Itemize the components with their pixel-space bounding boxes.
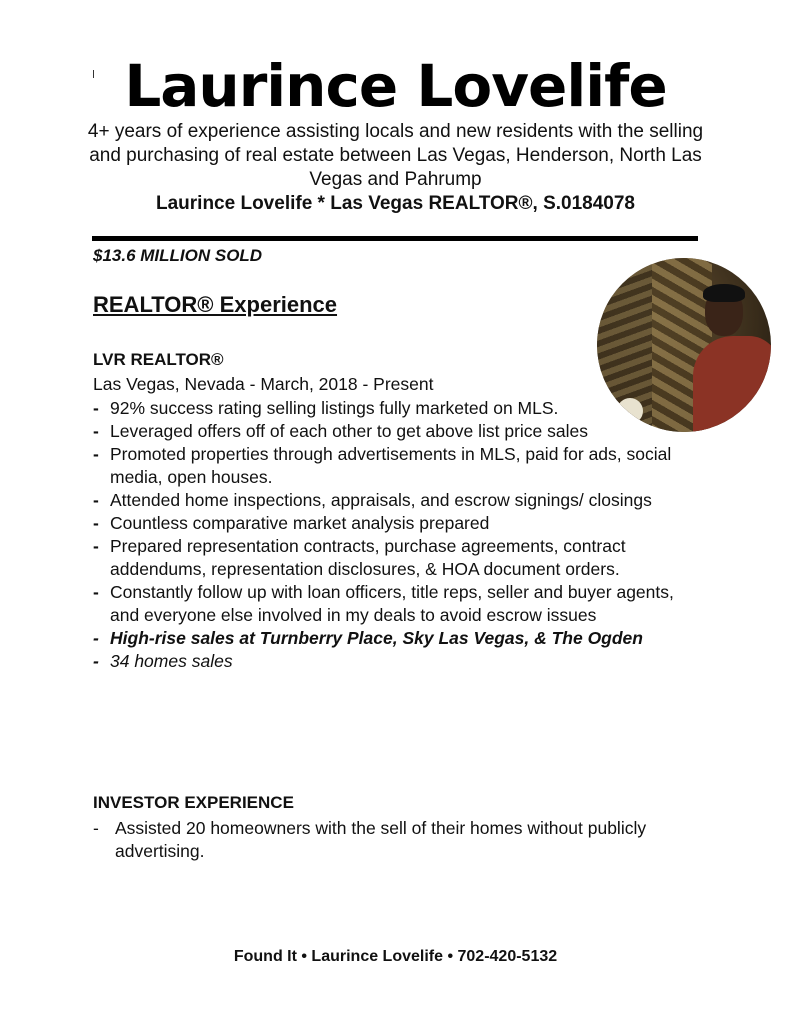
section-title-investor-experience: INVESTOR EXPERIENCE [93,793,294,812]
license-credential: Laurince Lovelife * Las Vegas REALTOR®, S.0184078 [156,193,635,214]
dash-bullet: - [93,818,99,838]
list-item: - Assisted 20 homeowners with the sell of their homes without publicly advertising. [93,818,647,861]
investor-bullet-list [93,817,653,863]
section-title-realtor-experience: REALTOR® Experience [93,292,338,317]
list-item: - High-rise sales at Turnberry Place, Sky Las Vegas, & The Ogden [93,628,643,648]
list-item: - Constantly follow up with loan officers, title reps, seller and buyer agents, and everyone else involved in my deals to avoid escrow issues [93,582,674,625]
dash-bullet: - [93,536,99,556]
list-item: - 34 homes sales [93,651,233,671]
dash-bullet: - [93,398,99,418]
dash-bullet: - [93,651,99,671]
sales-volume: $13.6 MILLION SOLD [93,246,263,265]
dash-bullet: - [93,490,99,510]
list-item: - Countless comparative market analysis prepared [93,513,490,533]
photo-hair [703,284,745,302]
job-location-dates: Las Vegas, Nevada - March, 2018 - Present [93,374,434,394]
list-item: - Promoted properties through advertisements in MLS, paid for ads, social media, open houses. [93,444,672,487]
list-item: - Prepared representation contracts, purchase agreements, contract addendums, representation disclosures, & HOA document orders. [93,536,626,579]
header-divider [92,236,698,241]
list-item: - Attended home inspections, appraisals, and escrow signings/ closings [93,490,652,510]
dash-bullet: - [93,421,99,441]
tagline [70,120,721,216]
dash-bullet: - [93,582,99,602]
dash-bullet: - [93,444,99,464]
agent-name-heading: Laurince Lovelife [124,52,667,120]
job-title: LVR REALTOR® [93,350,224,369]
list-item: - 92% success rating selling listings fully marketed on MLS. [93,398,559,418]
job-bullet-list [93,397,713,673]
dash-bullet: - [93,513,99,533]
dash-bullet: - [93,628,99,648]
tagline-text: 4+ years of experience assisting locals and new residents with the selling and purchasing of real estate between Las Vegas, Henderson, North Las Vegas and Pahrump [87,121,704,190]
footer-contact: Found It • Laurince Lovelife • 702-420-5132 [233,948,558,965]
list-item: - Leveraged offers off of each other to get above list price sales [93,421,588,441]
